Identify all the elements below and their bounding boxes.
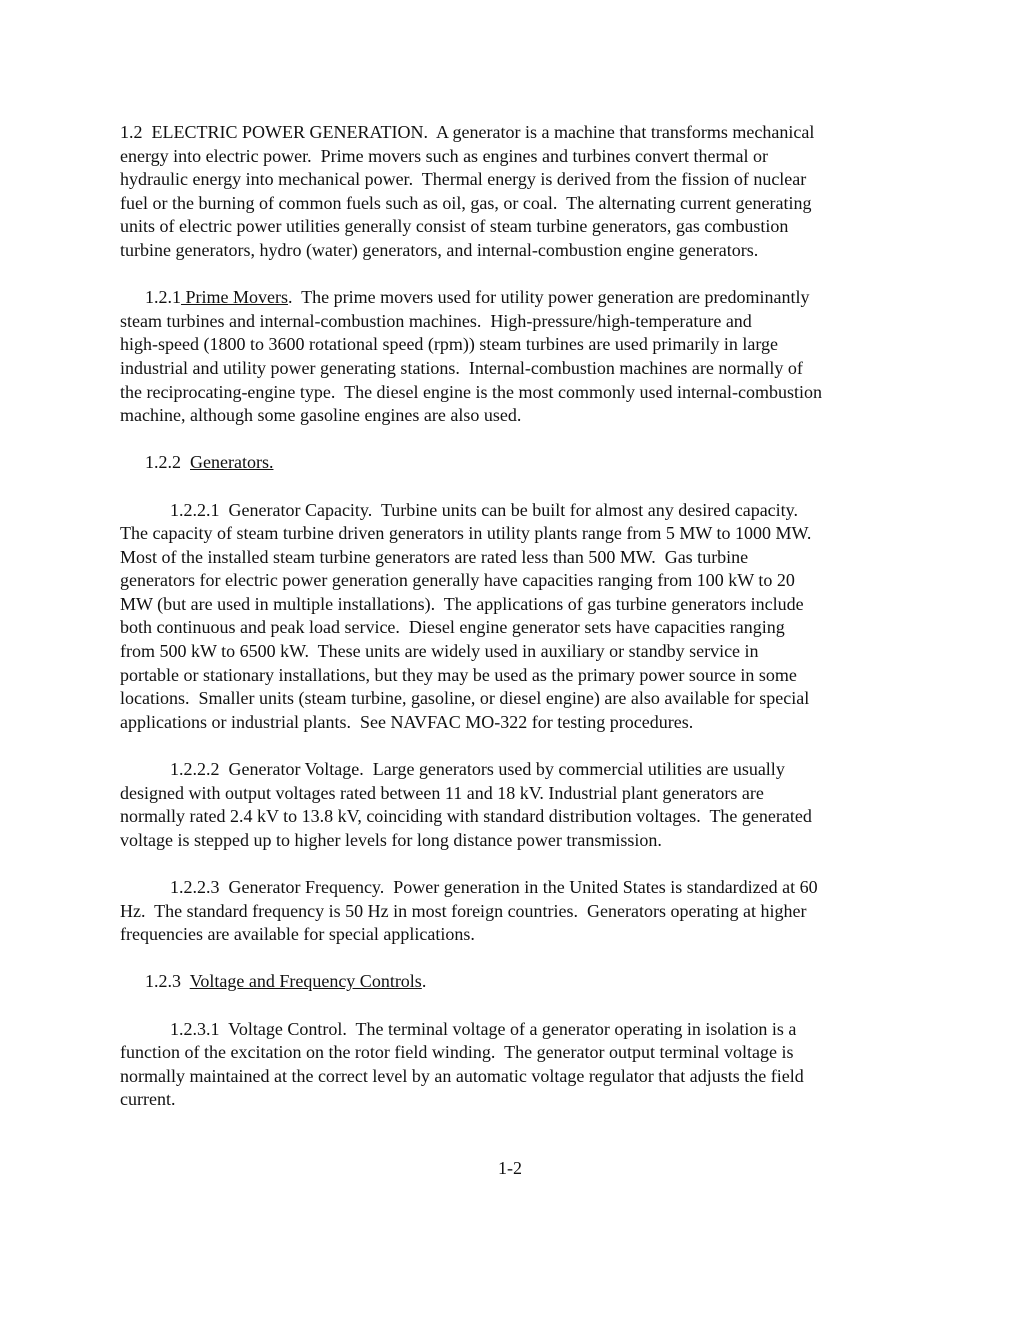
section-heading-generators bbox=[120, 451, 910, 475]
text-line: function of the excitation on the rotor field winding. The generator output terminal voltage is bbox=[120, 1042, 794, 1063]
paragraph-1-2-1 bbox=[120, 286, 910, 428]
paragraph-1-2-3-1 bbox=[120, 1018, 910, 1112]
text-line: industrial and utility power generating stations. Internal-combustion machines are normally of bbox=[120, 357, 803, 378]
text-line: 1.2.2.3 Generator Frequency. Power generation in the United States is standardized at 60 bbox=[170, 877, 818, 897]
text-line: Most of the installed steam turbine generators are rated less than 500 MW. Gas turbine bbox=[120, 546, 749, 567]
text-line: applications or industrial plants. See NAVFAC MO-322 for testing procedures. bbox=[120, 711, 694, 732]
text-line: 1.2.3.1 Voltage Control. The terminal voltage of a generator operating in isolation is a bbox=[170, 1018, 797, 1039]
text-line: locations. Smaller units (steam turbine, gasoline, or diesel engine) are also available for special bbox=[120, 688, 810, 709]
text-line: normally maintained at the correct level by an automatic voltage regulator that adjusts the field bbox=[120, 1065, 804, 1086]
text-line: The capacity of steam turbine driven generators in utility plants range from 5 MW to 1000 MW. bbox=[120, 523, 812, 544]
text-line: turbine generators, hydro (water) generators, and internal-combustion engine generators. bbox=[120, 239, 759, 260]
text-line: 1.2.2.2 Generator Voltage. Large generators used by commercial utilities are usually bbox=[170, 759, 785, 780]
text-line: frequencies are available for special applications. bbox=[120, 924, 475, 945]
page-number: 1-2 bbox=[498, 1158, 522, 1178]
paragraph-1-2 bbox=[120, 121, 910, 263]
paragraph-1-2-2-3 bbox=[120, 876, 910, 947]
text-line: high-speed (1800 to 3600 rotational speed (rpm)) steam turbines are used primarily in large bbox=[120, 334, 778, 355]
text-line: 1.2.2.1 Generator Capacity. Turbine units can be built for almost any desired capacity. bbox=[170, 499, 799, 520]
section-heading-prime-movers bbox=[120, 286, 910, 310]
text: . bbox=[421, 971, 427, 992]
text-line: steam turbines and internal-combustion machines. High-pressure/high-temperature and bbox=[120, 310, 752, 331]
text-line: MW (but are used in multiple installations). The applications of gas turbine generators include bbox=[120, 593, 804, 614]
text-line: designed with output voltages rated between 11 and 18 kV. Industrial plant generators are bbox=[120, 782, 764, 803]
paragraph-1-2-2-2 bbox=[120, 758, 910, 852]
text-line: from 500 kW to 6500 kW. These units are widely used in auxiliary or standby service in bbox=[120, 641, 759, 662]
text-line: portable or stationary installations, but they may be used as the primary power source in some bbox=[120, 664, 797, 685]
section-heading-voltage-frequency-controls bbox=[120, 970, 910, 994]
text-line: fuel or the burning of common fuels such as oil, gas, or coal. The alternating current generating bbox=[120, 192, 812, 213]
text-line: voltage is stepped up to higher levels for long distance power transmission. bbox=[120, 829, 662, 850]
paragraph-1-2-2-1 bbox=[120, 499, 910, 735]
text-line: the reciprocating-engine type. The diesel engine is the most commonly used internal-combustion bbox=[120, 381, 822, 402]
text-line: Hz. The standard frequency is 50 Hz in most foreign countries. Generators operating at higher bbox=[120, 900, 807, 921]
text-line: current. bbox=[120, 1089, 176, 1110]
section-title: Voltage and Frequency Controls bbox=[189, 971, 422, 992]
text-line: 1.2 ELECTRIC POWER GENERATION. A generator is a machine that transforms mechanical bbox=[120, 122, 815, 142]
text-line: both continuous and peak load service. Diesel engine generator sets have capacities ranging bbox=[120, 617, 785, 638]
section-number: 1.2.3 bbox=[145, 971, 190, 992]
document-page bbox=[120, 121, 910, 1112]
text-line: machine, although some gasoline engines are also used. bbox=[120, 405, 522, 426]
text-line: normally rated 2.4 kV to 13.8 kV, coinciding with standard distribution voltages. The generated bbox=[120, 806, 812, 827]
text-line: energy into electric power. Prime movers such as engines and turbines convert thermal or bbox=[120, 145, 768, 166]
text-line: hydraulic energy into mechanical power. Thermal energy is derived from the fission of nuclear bbox=[120, 169, 807, 190]
section-title: Prime Movers bbox=[181, 287, 288, 308]
text-line: generators for electric power generation generally have capacities ranging from 100 kW to 20 bbox=[120, 570, 795, 591]
section-number: 1.2.1 bbox=[145, 287, 181, 308]
text-line: units of electric power utilities generally consist of steam turbine generators, gas combustion bbox=[120, 216, 789, 237]
text: . The prime movers used for utility power generation are predominantly bbox=[288, 287, 810, 308]
section-number: 1.2.2 bbox=[145, 452, 190, 473]
section-title: Generators. bbox=[190, 452, 274, 473]
